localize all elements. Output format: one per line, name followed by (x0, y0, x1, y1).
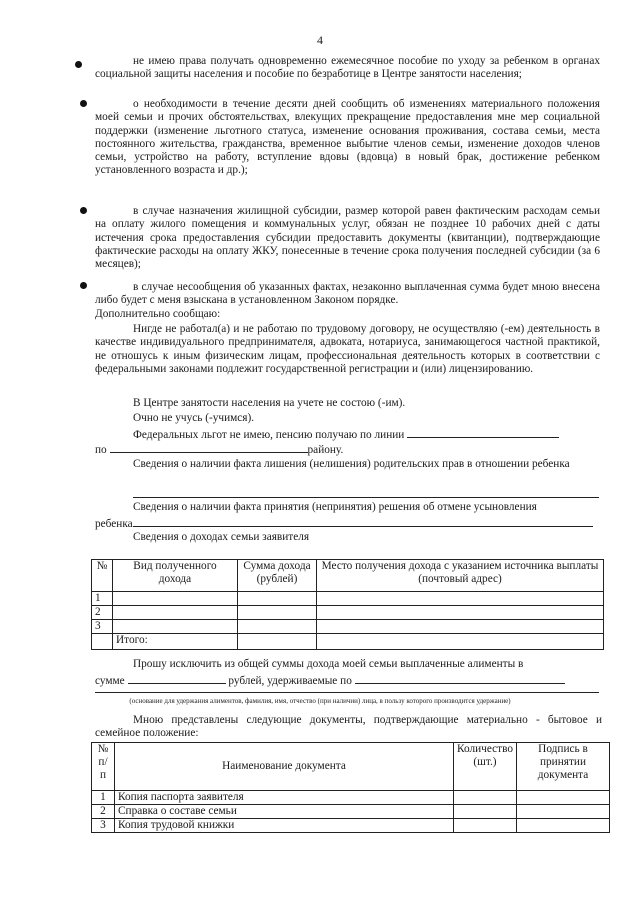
income-sum-cell[interactable] (238, 620, 317, 634)
income-type-cell[interactable] (113, 606, 238, 620)
documents-intro: Мною представлены следующие документы, подтверждающие материально - бытовое и семейное положение: (95, 714, 602, 740)
total-source-cell[interactable] (317, 634, 604, 650)
additional-heading: Дополнительно сообщаю: (95, 308, 221, 320)
alimony-sum-field[interactable] (128, 673, 226, 684)
col-doc-signature: Подпись в принятии документа (517, 743, 610, 791)
doc-signature-cell[interactable] (517, 805, 610, 819)
documents-table (91, 742, 610, 833)
table-row (92, 791, 610, 805)
adoption-child-label: ребенка (95, 518, 133, 530)
income-type-cell[interactable] (113, 592, 238, 606)
bullet-paragraph-1: не имею права получать одновременно ежемесячное пособие по уходу за ребенком в органах социальной защиты населения и пособие по безработице в Центре занятости населения; (95, 55, 600, 81)
doc-quantity-cell[interactable] (454, 791, 517, 805)
work-statement: Нигде не работал(а) и не работаю по трудовому договору, не осуществляю (-ем) деятельность в качестве индивидуального предпринимателя, адвоката, нотариуса, занимающегося частной практикой, не отношусь к иным физическим лицам, профессиональная деятельность которых в соответствии с федеральными законами подлежит государственной регистрации и (или) лицензированию. (95, 323, 600, 375)
col-income-source: Место получения дохода с указанием источника выплаты (почтовый адрес) (317, 560, 604, 592)
row-number: 1 (92, 592, 113, 606)
benefits-label: Федеральных льгот не имею, пенсию получаю по линии (133, 429, 405, 441)
table-row (92, 592, 604, 606)
alimony-basis-field[interactable] (355, 673, 565, 684)
employment-center-statement: В Центре занятости населения на учете не состою (-им). (133, 397, 406, 409)
doc-name: Копия трудовой книжки (115, 819, 454, 833)
col-income-type: Вид полученного дохода (113, 560, 238, 592)
row-number: 3 (92, 620, 113, 634)
benefits-line (133, 427, 559, 442)
row-number: 2 (92, 606, 113, 620)
income-heading: Сведения о доходах семьи заявителя (133, 531, 310, 543)
bullet-dot (80, 100, 87, 107)
benefits-po: по (95, 444, 107, 456)
doc-number: 3 (92, 819, 115, 833)
total-label: Итого: (113, 634, 238, 650)
col-doc-name: Наименование документа (115, 743, 454, 791)
income-sum-cell[interactable] (238, 592, 317, 606)
bullet-dot (80, 207, 87, 214)
income-table-header (92, 560, 604, 592)
income-source-cell[interactable] (317, 620, 604, 634)
benefits-district-line (95, 442, 343, 457)
doc-quantity-cell[interactable] (454, 805, 517, 819)
col-doc-number: № п/ п (92, 743, 115, 791)
doc-number: 2 (92, 805, 115, 819)
adoption-line-2 (95, 516, 593, 531)
pension-source-field[interactable] (407, 427, 559, 438)
doc-number: 1 (92, 791, 115, 805)
alimony-line-2 (95, 673, 565, 688)
total-sum-cell[interactable] (238, 634, 317, 650)
parental-rights-field[interactable] (133, 497, 599, 498)
table-row (92, 620, 604, 634)
documents-table-header (92, 743, 610, 791)
doc-signature-cell[interactable] (517, 791, 610, 805)
bullet-dot (75, 61, 82, 68)
doc-name: Справка о составе семьи (115, 805, 454, 819)
income-source-cell[interactable] (317, 592, 604, 606)
income-source-cell[interactable] (317, 606, 604, 620)
adoption-line-1: Сведения о наличии факта принятия (непринятия) решения об отмене усыновления (133, 501, 537, 513)
table-row (92, 819, 610, 833)
doc-quantity-cell[interactable] (454, 819, 517, 833)
bullet-paragraph-4: в случае несообщения об указанных фактах, незаконно выплаченная сумма будет мною внесена либо будет с меня взыскана в установленном Законом порядке. (95, 281, 600, 307)
total-row (92, 634, 604, 650)
doc-name: Копия паспорта заявителя (115, 791, 454, 805)
bullet-paragraph-3: в случае назначения жилищной субсидии, размер которой равен фактическим расходам семьи на оплату жилого помещения и коммунальных услуг, обязан не позднее 10 рабочих дней с даты истечения срока предоставления субсидии предоставить документы (квитанции), подтверждающие фактические расходы на оплату ЖКУ, понесенные в течение срока получения последней субсидии (за 6 месяцев); (95, 205, 600, 271)
bullet-paragraph-2: о необходимости в течение десяти дней сообщить об изменениях материального положения моей семьи и прочих обстоятельствах, влекущих прекращение предоставления мне мер социальной поддержки (изменение льготного статуса, изменение основания проживания, состава семьи, места постоянного жительства, гражданства, временное выбытие членов семьи, изменение доходов членов семьи, устройство на работу, вступление вдовы (вдовца) в новый брак, достижение ребенком установленного возраста и др.); (95, 98, 600, 177)
parental-rights-statement: Сведения о наличии факта лишения (нелишения) родительских прав в отношении ребенка (133, 458, 570, 470)
alimony-rub-label: рублей, удерживаемые по (228, 675, 352, 687)
study-statement: Очно не учусь (-учимся). (133, 412, 255, 424)
alimony-sum-label: сумме (95, 675, 125, 687)
bullet-dot (80, 282, 87, 289)
alimony-basis-field-line[interactable] (95, 692, 599, 693)
col-doc-quantity: Количество (шт.) (454, 743, 517, 791)
benefits-district: району. (307, 444, 344, 456)
alimony-caption: (основание для удержания алиментов, фамилия, имя, отчество (при наличии) лица, в пользу которого производится удержание) (129, 697, 511, 705)
income-type-cell[interactable] (113, 620, 238, 634)
income-table (91, 559, 604, 650)
income-sum-cell[interactable] (238, 606, 317, 620)
alimony-line-1: Прошу исключить из общей суммы дохода моей семьи выплаченные алименты в (133, 658, 524, 670)
table-row (92, 606, 604, 620)
adoption-field[interactable] (133, 516, 593, 527)
col-income-sum: Сумма дохода (рублей) (238, 560, 317, 592)
col-number: № (92, 560, 113, 592)
total-number-cell (92, 634, 113, 650)
district-field[interactable] (110, 442, 308, 453)
page-number: 4 (317, 33, 323, 47)
table-row (92, 805, 610, 819)
doc-signature-cell[interactable] (517, 819, 610, 833)
